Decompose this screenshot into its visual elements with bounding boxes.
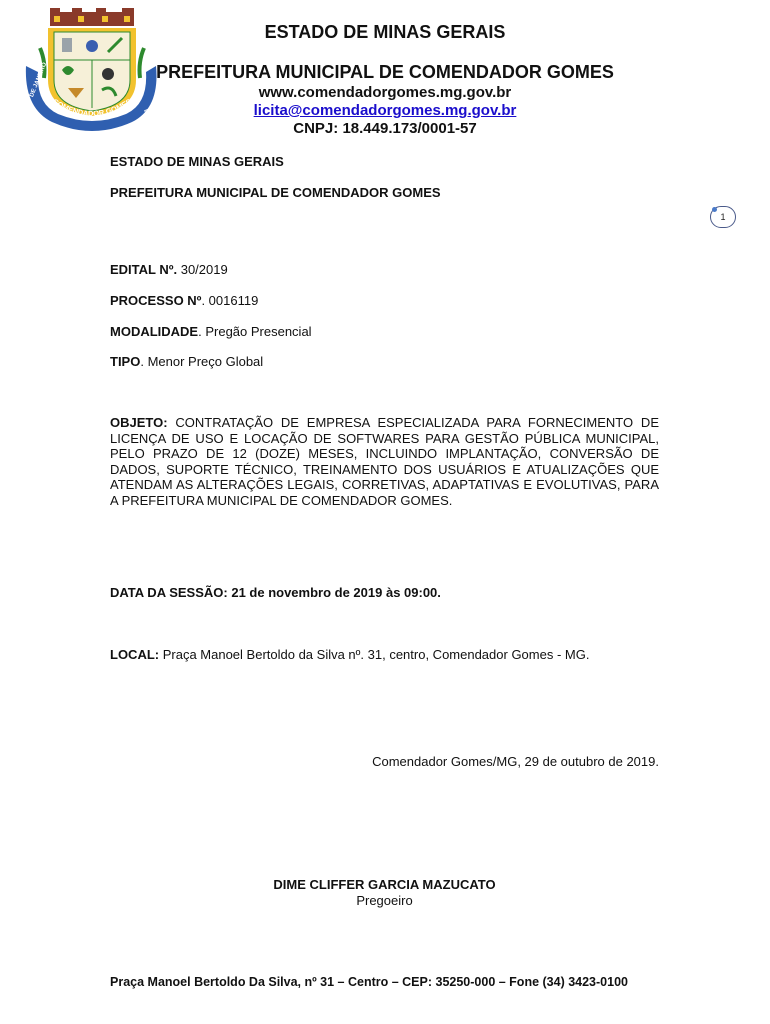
signer-role: Pregoeiro bbox=[356, 893, 413, 908]
edital-line bbox=[110, 262, 228, 277]
objeto-text: CONTRATAÇÃO DE EMPRESA ESPECIALIZADA PARA FORNECIMENTO DE LICENÇA DE USO E LOCAÇÃO DE SOFTWARES PARA GESTÃO PÚBLICA MUNICIPAL, PELO PRAZO DE 12 (DOZE) MESES, INCLUINDO IMPLANTAÇÃO, CONVERSÃO DE DADOS, SUPORTE TÉCNICO, TREINAMENTO DOS USUÁRIOS E ATUALIZAÇÕES QUE ATENDAM AS ALTERAÇÕES LEGAIS, CORRETIVAS, ADAPTATIVAS E EVOLUTIVAS, PARA A PREFEITURA MUNICIPAL DE COMENDADOR GOMES. bbox=[110, 415, 659, 508]
crest-ribbon-left: 1º DE JANEIRO bbox=[26, 61, 49, 105]
page-badge-dot bbox=[712, 207, 717, 212]
processo-value: . 0016119 bbox=[201, 293, 259, 308]
page-number-badge bbox=[710, 206, 736, 228]
local-line bbox=[110, 647, 589, 662]
objeto-paragraph bbox=[110, 415, 659, 508]
processo-label: PROCESSO Nº bbox=[110, 293, 202, 308]
local-value: Praça Manoel Bertoldo da Silva nº. 31, centro, Comendador Gomes - MG. bbox=[159, 647, 590, 662]
letterhead-website: www.comendadorgomes.mg.gov.br bbox=[258, 84, 512, 101]
tipo-line bbox=[110, 354, 263, 369]
objeto-label: OBJETO: bbox=[110, 415, 168, 430]
letterhead-email[interactable]: licita@comendadorgomes.mg.gov.br bbox=[253, 102, 517, 119]
tipo-value: . Menor Preço Global bbox=[140, 354, 264, 369]
page-number: 1 bbox=[720, 212, 726, 222]
crest-ribbon-text: COMENDADOR GOMES bbox=[51, 96, 133, 119]
letterhead-municipality: PREFEITURA MUNICIPAL DE COMENDADOR GOMES bbox=[156, 62, 614, 82]
processo-line bbox=[110, 293, 258, 308]
body-state: ESTADO DE MINAS GERAIS bbox=[110, 154, 284, 169]
session-date: DATA DA SESSÃO: 21 de novembro de 2019 às 09:00. bbox=[110, 585, 441, 600]
body-municipality: PREFEITURA MUNICIPAL DE COMENDADOR GOMES bbox=[110, 185, 441, 200]
letterhead-cnpj: CNPJ: 18.449.173/0001-57 bbox=[293, 120, 477, 137]
edital-value: 30/2019 bbox=[177, 262, 228, 277]
footer-address: Praça Manoel Bertoldo Da Silva, nº 31 – Centro – CEP: 35250-000 – Fone (34) 3423-0100 bbox=[110, 975, 628, 989]
tipo-label: TIPO bbox=[110, 354, 141, 369]
modalidade-line bbox=[110, 324, 312, 339]
local-label: LOCAL: bbox=[110, 647, 160, 662]
crest-ribbon-right: DE 1948 bbox=[142, 108, 157, 133]
signer-name: DIME CLIFFER GARCIA MAZUCATO bbox=[273, 877, 496, 892]
modalidade-label: MODALIDADE bbox=[110, 324, 199, 339]
letterhead-state: ESTADO DE MINAS GERAIS bbox=[264, 22, 506, 42]
modalidade-value: . Pregão Presencial bbox=[198, 324, 312, 339]
edital-label: EDITAL Nº. bbox=[110, 262, 178, 277]
place-and-date: Comendador Gomes/MG, 29 de outubro de 2019. bbox=[372, 754, 659, 769]
